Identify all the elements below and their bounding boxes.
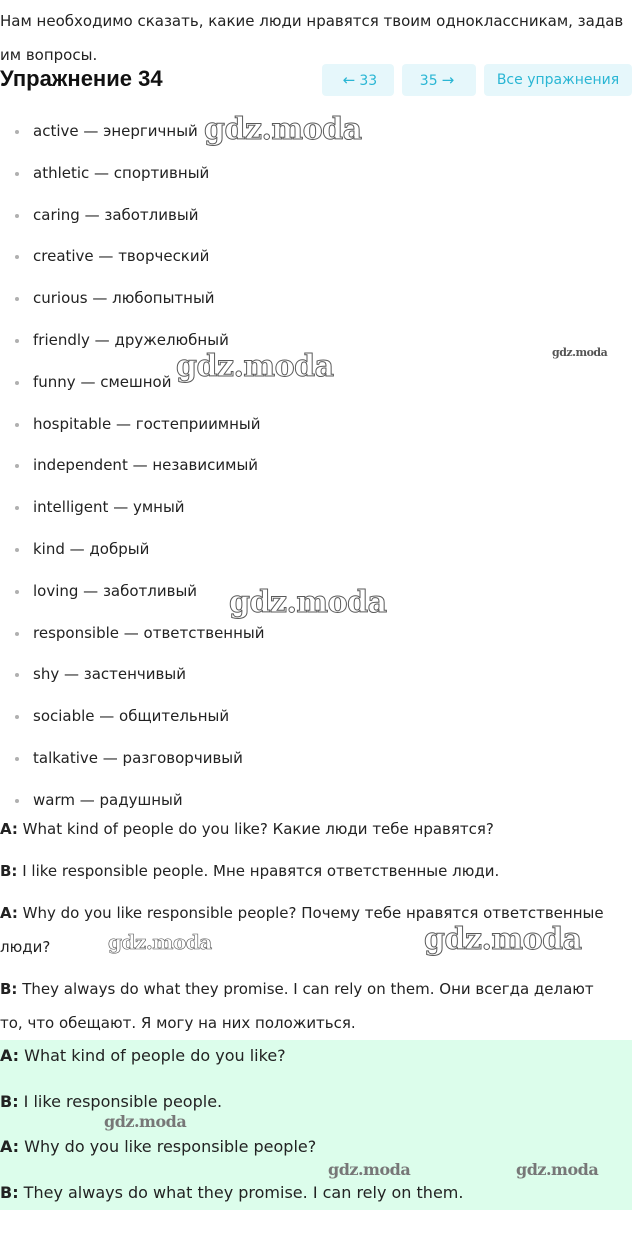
speaker-label: A: bbox=[0, 1137, 20, 1156]
list-item bbox=[0, 445, 632, 487]
vocab-entry: active — энергичный bbox=[33, 122, 198, 140]
bullet-icon bbox=[15, 464, 19, 468]
english-dialog-box bbox=[0, 1040, 632, 1210]
vocab-entry: curious — любопытный bbox=[33, 289, 215, 308]
dialog-text: They always do what they promise. I can rely on them. Они всегда делают то, что обещают. Я могу на них положиться. bbox=[0, 980, 594, 1032]
list-item bbox=[0, 696, 632, 738]
bullet-icon bbox=[15, 673, 19, 677]
page-title: Упражнение 34 bbox=[0, 66, 163, 91]
list-item bbox=[0, 487, 632, 529]
vocab-entry: caring — заботливый bbox=[33, 205, 199, 224]
vocabulary-list bbox=[0, 111, 632, 822]
bullet-icon bbox=[15, 506, 19, 510]
dialog-line bbox=[0, 1137, 316, 1156]
speaker-label: B: bbox=[0, 980, 18, 998]
vocab-entry: warm — радушный bbox=[33, 790, 183, 809]
bullet-icon bbox=[15, 172, 19, 176]
dialog-line bbox=[0, 972, 610, 1040]
bullet-icon bbox=[15, 214, 19, 218]
watermark: gdz.moda bbox=[176, 349, 334, 384]
all-exercises-button[interactable]: Все упражнения bbox=[484, 64, 632, 96]
intro-text: Нам необходимо сказать, какие люди нравятся твоим одноклассникам, задав им вопросы. bbox=[0, 12, 624, 64]
dialog-text: What kind of people do you like? bbox=[19, 1046, 286, 1065]
watermark: gdz.moda bbox=[424, 922, 582, 957]
speaker-label: B: bbox=[0, 862, 18, 880]
dialog-line bbox=[0, 812, 610, 846]
bullet-icon bbox=[15, 255, 19, 259]
speaker-label: A: bbox=[0, 820, 18, 838]
dialog-line bbox=[0, 1092, 222, 1111]
list-item bbox=[0, 236, 632, 278]
speaker-label: B: bbox=[0, 1092, 19, 1111]
speaker-label: A: bbox=[0, 904, 18, 922]
watermark: gdz.moda bbox=[229, 585, 387, 620]
bullet-icon bbox=[15, 381, 19, 385]
vocab-entry: shy — застенчивый bbox=[33, 665, 186, 684]
watermark: gdz.moda bbox=[552, 346, 608, 359]
dialog-line bbox=[0, 1046, 286, 1065]
list-item bbox=[0, 654, 632, 696]
speaker-label: A: bbox=[0, 1046, 20, 1065]
dialog-text: Why do you like responsible people? bbox=[19, 1137, 317, 1156]
dialog-text: I like responsible people. bbox=[18, 1092, 223, 1111]
prev-exercise-label: 33 bbox=[359, 73, 378, 89]
list-item bbox=[0, 529, 632, 571]
vocab-entry: independent — независимый bbox=[33, 456, 259, 475]
next-exercise-label: 35 bbox=[419, 73, 438, 89]
watermark: gdz.moda bbox=[328, 1160, 411, 1179]
dialog-text: Why do you like responsible people? Почему тебе нравятся ответственные люди? bbox=[0, 904, 604, 956]
list-item bbox=[0, 153, 632, 195]
vocab-entry: creative — творческий bbox=[33, 247, 210, 266]
vocab-entry: intelligent — умный bbox=[33, 498, 185, 517]
speaker-label: B: bbox=[0, 1183, 19, 1202]
bullet-icon bbox=[15, 130, 19, 134]
dialog-line bbox=[0, 1183, 463, 1202]
prev-exercise-button[interactable] bbox=[322, 64, 394, 96]
dialog-text: I like responsible people. Мне нравятся ответственные люди. bbox=[17, 862, 500, 880]
bullet-icon bbox=[15, 590, 19, 594]
arrow-right-icon: → bbox=[441, 71, 455, 89]
vocab-entry: responsible — ответственный bbox=[33, 623, 265, 642]
watermark: gdz.moda bbox=[104, 1112, 187, 1131]
vocab-entry: hospitable — гостеприимный bbox=[33, 414, 261, 433]
dialog-text: What kind of people do you like? Какие люди тебе нравятся? bbox=[17, 820, 494, 838]
list-item bbox=[0, 738, 632, 780]
vocab-entry: loving — заботливый bbox=[33, 581, 198, 600]
arrow-left-icon: ← bbox=[342, 71, 356, 89]
vocab-entry: sociable — общительный bbox=[33, 707, 230, 726]
bullet-icon bbox=[15, 423, 19, 427]
vocab-entry: funny — смешной bbox=[33, 372, 172, 391]
vocab-entry: talkative — разговорчивый bbox=[33, 748, 243, 767]
vocab-entry: athletic — спортивный bbox=[33, 163, 210, 182]
bullet-icon bbox=[15, 548, 19, 552]
bullet-icon bbox=[15, 715, 19, 719]
watermark: gdz.moda bbox=[516, 1160, 599, 1179]
list-item bbox=[0, 195, 632, 237]
vocab-entry: friendly — дружелюбный bbox=[33, 330, 229, 349]
watermark: gdz.moda bbox=[204, 112, 362, 147]
bullet-icon bbox=[15, 757, 19, 761]
exercise-header bbox=[0, 62, 632, 98]
list-item bbox=[0, 278, 632, 320]
vocab-entry: kind — добрый bbox=[33, 539, 150, 558]
list-item bbox=[0, 404, 632, 446]
bullet-icon bbox=[15, 297, 19, 301]
next-exercise-button[interactable] bbox=[402, 64, 476, 96]
watermark: gdz.moda bbox=[108, 930, 212, 954]
bullet-icon bbox=[15, 799, 19, 803]
bullet-icon bbox=[15, 632, 19, 636]
bullet-icon bbox=[15, 339, 19, 343]
dialog-text: They always do what they promise. I can rely on them. bbox=[18, 1183, 464, 1202]
dialog-line bbox=[0, 854, 610, 888]
